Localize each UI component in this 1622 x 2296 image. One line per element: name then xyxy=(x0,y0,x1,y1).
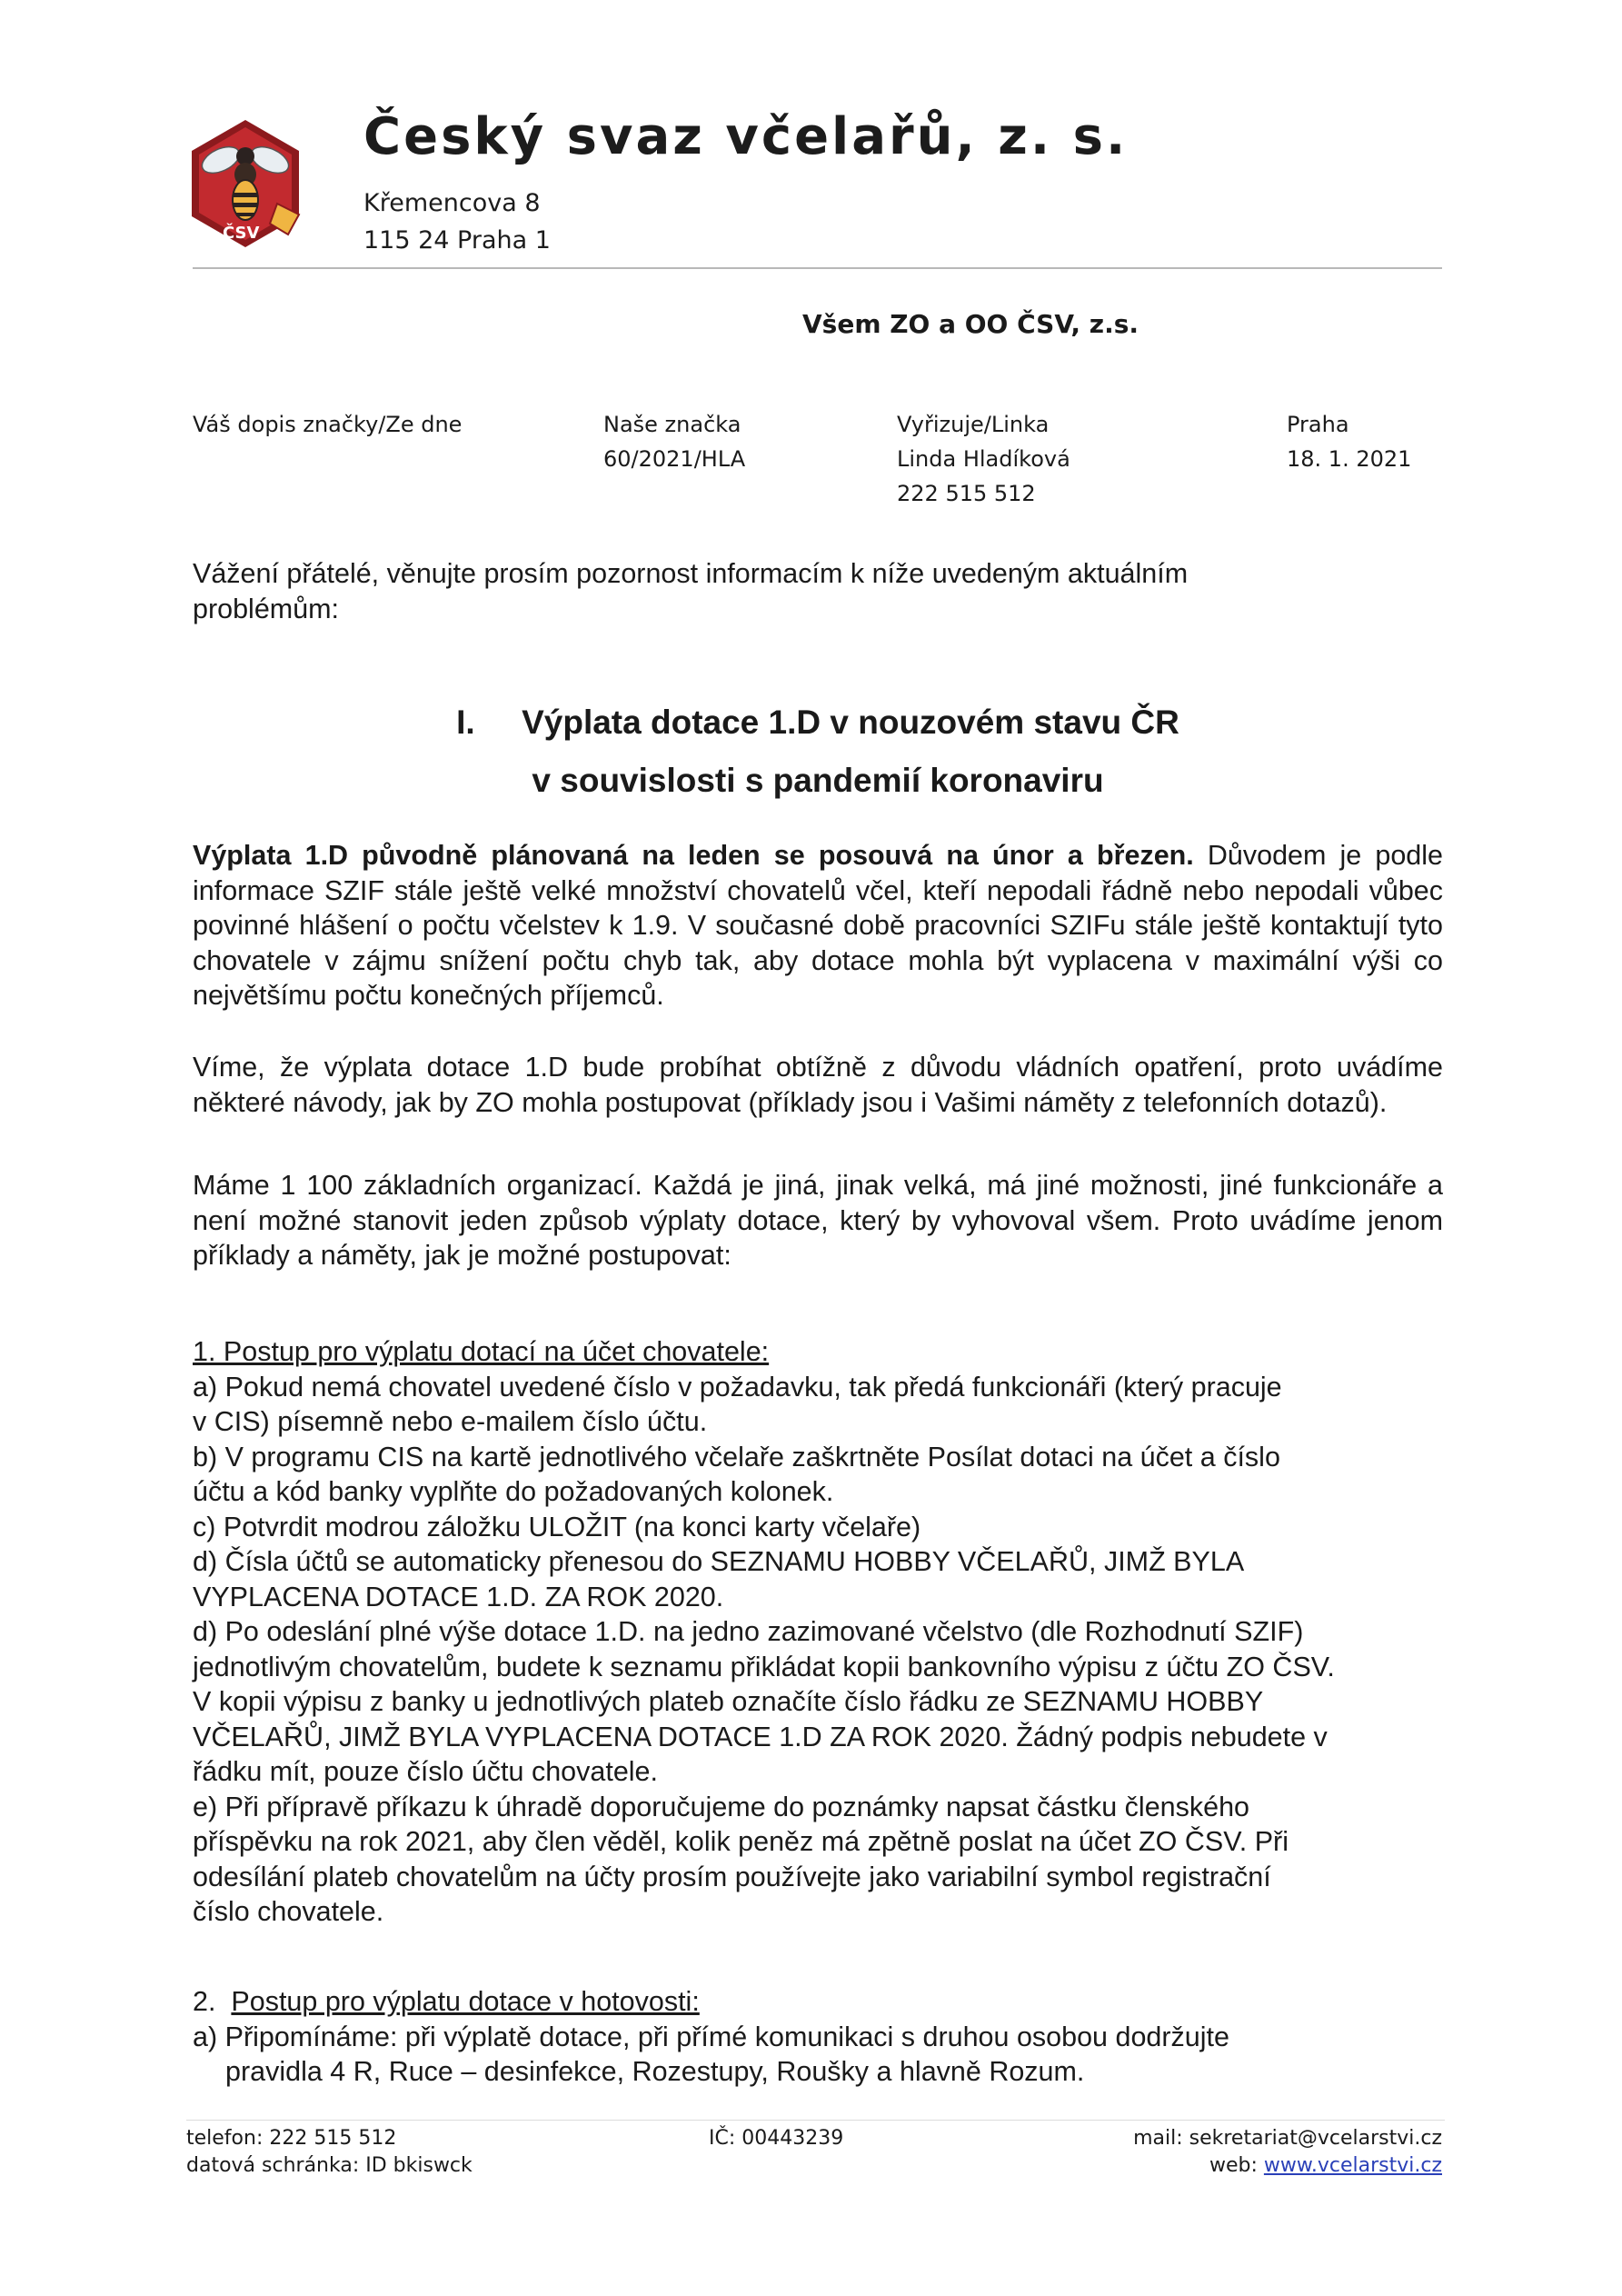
step1-heading: 1. Postup pro výplatu dotací na účet chovatele: xyxy=(193,1336,770,1367)
logo-text: ČSV xyxy=(223,224,260,243)
header-divider xyxy=(193,267,1442,269)
step2-heading-row xyxy=(193,1984,1443,2020)
recipient-line: Všem ZO a OO ČSV, z.s. xyxy=(802,309,1139,339)
footer-databox: datová schránka: ID bkiswck xyxy=(186,2154,473,2177)
step1-line: c) Potvrdit modrou záložku ULOŽIT (na konci karty včelaře) xyxy=(193,1511,921,1542)
paragraph-postponement-body: Důvodem je podle informace SZIF stále ještě velké množství chovatelů včel, kteří nepodali řádně nebo nepodali vůbec povinné hlášení o počtu včelstev k 1.9. V současné době pracovníci SZIFu stále ještě kontaktují tyto chovatele v zájmu snížení počtu chyb tak, aby dotace mohla být vyplacena v maximální výši co největšímu počtu konečných příjemců. xyxy=(193,840,1443,1011)
ref-handled-name: Linda Hladíková xyxy=(897,446,1070,472)
footer-phone: telefon: 222 515 512 xyxy=(186,2127,397,2150)
intro-line: problémům: xyxy=(193,593,340,624)
step1-line: v CIS) písemně nebo e-mailem číslo účtu. xyxy=(193,1406,708,1437)
section-title-line2: v souvislosti s pandemií koronaviru xyxy=(532,762,1104,799)
intro-paragraph xyxy=(193,556,1443,626)
step2-number: 2. xyxy=(193,1986,216,2017)
organization-city: 115 24 Praha 1 xyxy=(363,226,551,255)
step1-line: a) Pokud nemá chovatel uvedené číslo v požadavku, tak předá funkcionáři (který pracuje xyxy=(193,1371,1282,1403)
ref-handled-by xyxy=(897,407,1070,511)
footer-contact xyxy=(186,2125,473,2180)
organization-name: Český svaz včelařů, z. s. xyxy=(363,107,1129,166)
ref-handled-label: Vyřizuje/Linka xyxy=(897,412,1050,437)
step1-line: V kopii výpisu z banky u jednotlivých plateb označíte číslo řádku ze SEZNAMU HOBBY xyxy=(193,1686,1264,1717)
footer-ico: IČ: 00443239 xyxy=(709,2127,844,2150)
ref-your-letter xyxy=(193,407,462,442)
ref-your-letter-label: Váš dopis značky/Ze dne xyxy=(193,412,463,437)
section-heading xyxy=(193,694,1443,810)
section-title-line1: Výplata dotace 1.D v nouzovém stavu ČR xyxy=(522,704,1179,741)
step2-item-label: a) xyxy=(193,2021,218,2052)
ref-place-date xyxy=(1287,407,1411,476)
paragraph-organizations: Máme 1 100 základních organizací. Každá je jiná, jinak velká, má jiné možnosti, jiné funkcionáře a není možné stanovit jeden způsob výplaty dotace, který by vyhovoval všem. Proto uvádíme jenom příklady a náměty, jak je možné postupovat: xyxy=(193,1170,1443,1271)
step1-line: b) V programu CIS na kartě jednotlivého včelaře zaškrtněte Posílat dotaci na účet a číslo xyxy=(193,1441,1280,1472)
footer-web-link[interactable]: www.vcelarstvi.cz xyxy=(1263,2154,1442,2177)
step2-heading: Postup pro výplatu dotace v hotovosti: xyxy=(231,1986,700,2017)
step2-item xyxy=(193,2020,1443,2055)
ref-date: 18. 1. 2021 xyxy=(1287,446,1412,472)
section-number: I. xyxy=(456,704,475,741)
ref-our-ref-value: 60/2021/HLA xyxy=(603,446,746,472)
step1-line: d) Čísla účtů se automaticky přenesou do SEZNAMU HOBBY VČELAŘŮ, JIMŽ BYLA xyxy=(193,1546,1245,1577)
paragraph-postponement xyxy=(193,838,1443,1013)
step1-line: číslo chovatele. xyxy=(193,1896,384,1927)
ref-handled-phone: 222 515 512 xyxy=(897,481,1036,506)
step1-line: řádku mít, pouze číslo účtu chovatele. xyxy=(193,1756,658,1787)
step1-line: účtu a kód banky vyplňte do požadovaných kolonek. xyxy=(193,1476,834,1507)
intro-line: Vážení přátelé, věnujte prosím pozornost informacím k níže uvedeným aktuálním xyxy=(193,558,1189,589)
step2-item-line2: pravidla 4 R, Ruce – desinfekce, Rozestupy, Roušky a hlavně Rozum. xyxy=(225,2056,1085,2087)
step1-line: VČELAŘŮ, JIMŽ BYLA VYPLACENA DOTACE 1.D ZA ROK 2020. Žádný podpis nebudete v xyxy=(193,1721,1328,1752)
step1-line: příspěvku na rok 2021, aby člen věděl, kolik peněz má zpětně poslat na účet ZO ČSV. Při xyxy=(193,1826,1289,1857)
ref-our-ref-label: Naše značka xyxy=(603,412,741,437)
step2-block xyxy=(193,1984,1443,2090)
step1-line: jednotlivým chovatelům, budete k seznamu přikládat kopii bankovního výpisu z účtu ZO ČSV. xyxy=(193,1651,1335,1682)
organization-street: Křemencova 8 xyxy=(363,189,541,217)
step1-line: e) Při přípravě příkazu k úhradě doporučujeme do poznámky napsat částku členského xyxy=(193,1791,1250,1822)
step1-line: VYPLACENA DOTACE 1.D. ZA ROK 2020. xyxy=(193,1581,724,1612)
footer-web-label: web: xyxy=(1209,2154,1264,2177)
paragraph-guidance: Víme, že výplata dotace 1.D bude probíhat obtížně z důvodu vládních opatření, proto uvádíme některé návody, jak by ZO mohla postupovat (příklady jsou i Vašimi náměty z telefonních dotazů). xyxy=(193,1052,1443,1118)
step1-block xyxy=(193,1334,1443,1930)
footer-mail: mail: sekretariat@vcelarstvi.cz xyxy=(1133,2127,1442,2150)
step1-line: d) Po odeslání plné výše dotace 1.D. na jedno zazimované včelstvo (dle Rozhodnutí SZIF) xyxy=(193,1616,1304,1647)
bee-hexagon-logo xyxy=(186,116,304,251)
step1-line: odesílání plateb chovatelům na účty prosím používejte jako variabilní symbol registrační xyxy=(193,1861,1271,1892)
footer-web-contact xyxy=(1133,2125,1442,2180)
footer-divider xyxy=(186,2120,1445,2121)
section-heading-line1 xyxy=(193,694,1443,752)
step2-item-line1: Připomínáme: při výplatě dotace, při přímé komunikaci s druhou osobou dodržujte xyxy=(224,2021,1229,2052)
ref-our-ref xyxy=(603,407,745,476)
paragraph-postponement-lead: Výplata 1.D původně plánovaná na leden se posouvá na únor a březen. xyxy=(193,840,1194,871)
footer-web xyxy=(1133,2152,1442,2180)
ref-place: Praha xyxy=(1287,412,1349,437)
